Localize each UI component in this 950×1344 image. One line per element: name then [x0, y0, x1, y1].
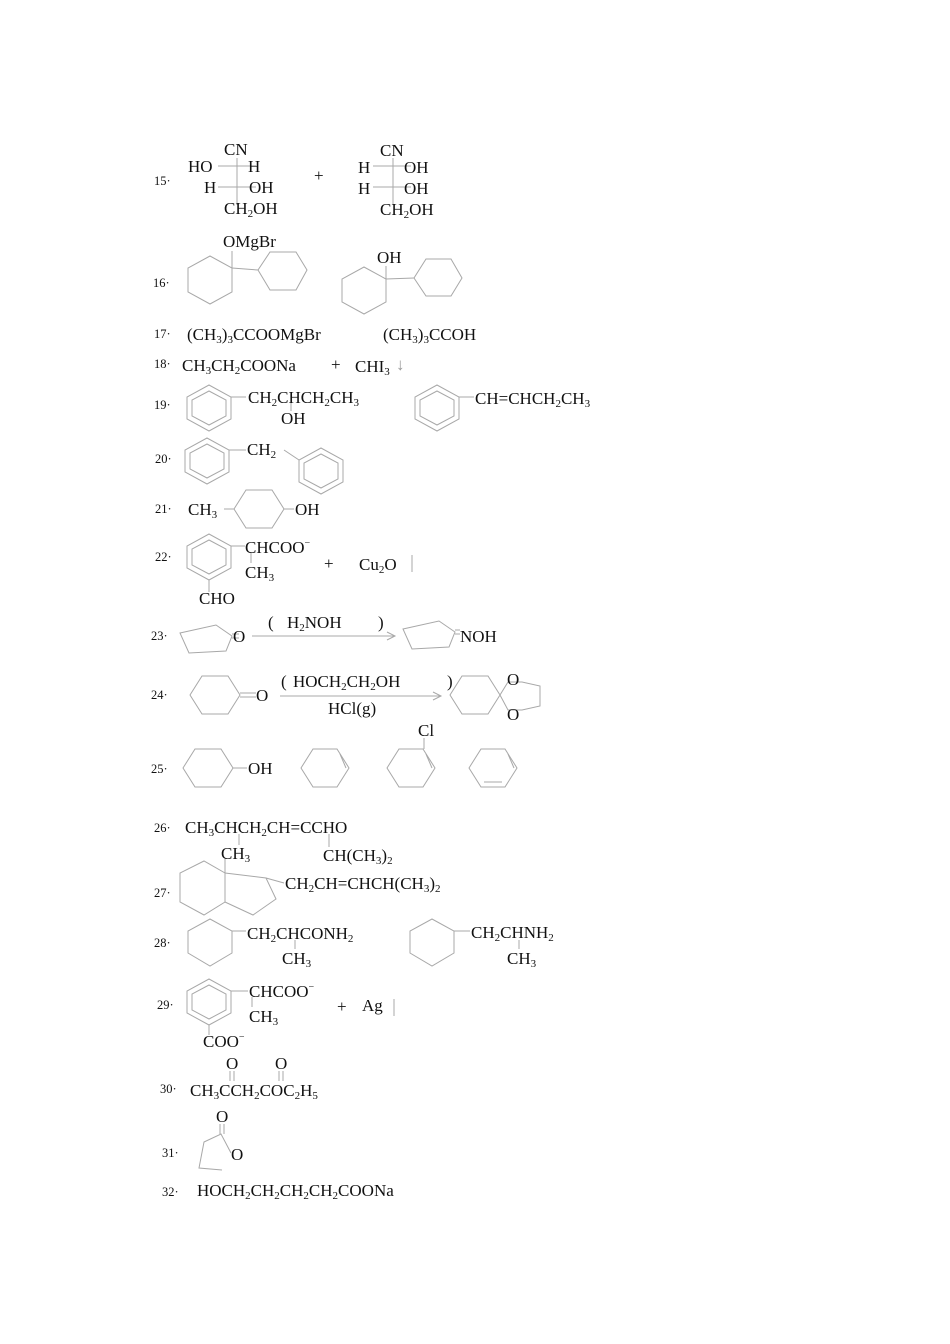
- cyclohexene-series-25: [183, 738, 517, 787]
- item-number-27: 27·: [154, 886, 171, 900]
- formula-26: $CH_3CHCH_2CH=CCHO$: [185, 818, 348, 839]
- item-number-26: 26·: [154, 821, 171, 835]
- formula-28a: $CH_2CHCONH_2$: [247, 924, 354, 945]
- item-number-17: 17·: [154, 327, 171, 341]
- label-o: O: [231, 1145, 244, 1164]
- label-ch2oh: $CH_2OH$: [380, 200, 434, 221]
- label-o: O: [507, 670, 520, 689]
- label-oh: OH: [404, 158, 429, 177]
- plus-sign: +: [314, 166, 324, 185]
- item-number-22: 22·: [155, 550, 172, 564]
- label-cho: CHO: [199, 589, 235, 608]
- label-omgbr: OMgBr: [223, 232, 276, 251]
- formula-19a: $CH_2CHCH_2CH_3$: [248, 388, 359, 409]
- paren-close: ): [447, 672, 453, 691]
- cyclohexyl-28: [188, 919, 519, 970]
- label-ch3: $CH_3$: [249, 1007, 279, 1028]
- bicyclohexyl-16a: [188, 251, 307, 304]
- label-hcl: HCl(g): [328, 699, 377, 718]
- label-oh: OH: [281, 409, 306, 428]
- item-number-16: 16·: [153, 276, 170, 290]
- label-ch3: $CH_3$: [188, 500, 218, 521]
- item-number-21: 21·: [155, 502, 172, 516]
- bicyclohexyl-16b: [342, 259, 462, 314]
- cyclohexane-21: [224, 490, 294, 528]
- paren-open: (: [281, 672, 287, 691]
- plus-sign: +: [337, 997, 347, 1016]
- label-h: H: [358, 179, 371, 198]
- label-noh: NOH: [460, 627, 497, 646]
- label-o: O: [226, 1054, 239, 1073]
- formula-h2noh: $H_2NOH$: [287, 613, 342, 634]
- formula-28b: $CH_2CHNH_2$: [471, 923, 554, 944]
- item-number-23: 23·: [151, 629, 168, 643]
- label-chcoo: CHCOO−: [249, 982, 315, 1001]
- item-number-28: 28·: [154, 936, 171, 950]
- paren-close: ): [378, 613, 384, 632]
- hydrindane-27: [180, 859, 284, 915]
- item-number-20: 20·: [155, 452, 172, 466]
- item-number-29: 29·: [157, 998, 174, 1012]
- label-chcoo: CHCOO−: [245, 538, 311, 557]
- label-cl: Cl: [418, 721, 435, 740]
- label-oh: OH: [249, 178, 274, 197]
- label-oh: OH: [377, 248, 402, 267]
- formula-27: $CH_2CH=CHCH(CH_3)_2$: [285, 874, 441, 895]
- label-oh: OH: [295, 500, 320, 519]
- formula-chi3: $CHI_3$: [355, 357, 390, 378]
- formula-32: $HOCH_2CH_2CH_2CH_2COONa$: [197, 1181, 394, 1202]
- formula-17b: $(CH_3)_3CCOH$: [383, 325, 477, 346]
- formula-isopropyl: $CH(CH_3)_2$: [323, 846, 393, 867]
- precipitate-arrow-18: ↓: [396, 355, 405, 374]
- item-number-32: 32·: [162, 1185, 179, 1199]
- label-o: O: [507, 705, 520, 724]
- item-number-31: 31·: [162, 1146, 179, 1160]
- plus-sign: +: [331, 355, 341, 374]
- label-h: H: [358, 158, 371, 177]
- formula-30: $CH_3CCH_2COC_2H_5$: [190, 1081, 318, 1102]
- formula-ethylene-glycol: $HOCH_2CH_2OH$: [293, 672, 401, 693]
- label-cn: CN: [224, 140, 248, 159]
- item-number-24: 24·: [151, 688, 168, 702]
- item-number-15: 15·: [154, 174, 171, 188]
- label-o: O: [256, 686, 269, 705]
- formula-19b: $CH=CHCH_2CH_3$: [475, 389, 591, 410]
- label-ch2oh: $CH_2OH$: [224, 199, 278, 220]
- label-o: O: [216, 1107, 229, 1126]
- label-ag: Ag: [362, 996, 383, 1015]
- label-h: H: [204, 178, 217, 197]
- label-oh: OH: [248, 759, 273, 778]
- label-ch3: $CH_3$: [221, 844, 251, 865]
- item-number-25: 25·: [151, 762, 168, 776]
- item-number-19: 19·: [154, 398, 171, 412]
- paren-open: (: [268, 613, 274, 632]
- item-number-30: 30·: [160, 1082, 177, 1096]
- label-oh: OH: [404, 179, 429, 198]
- lactone-31: [199, 1124, 231, 1170]
- benzene-19b: [415, 385, 474, 431]
- label-h: H: [248, 157, 261, 176]
- formula-cu2o: $Cu_2O$: [359, 555, 397, 576]
- label-ch2: $CH_2$: [247, 440, 277, 461]
- plus-sign: +: [324, 554, 334, 573]
- label-ch3: $CH_3$: [245, 563, 275, 584]
- benzene-29: [187, 979, 252, 1035]
- formula-18: $CH_3CH_2COONa$: [182, 356, 296, 377]
- label-cn: CN: [380, 141, 404, 160]
- label-ho: HO: [188, 157, 213, 176]
- item-number-18: 18·: [154, 357, 171, 371]
- label-o: O: [275, 1054, 288, 1073]
- formula-17a: $(CH_3)_3CCOOMgBr$: [187, 325, 321, 346]
- benzene-22: [187, 534, 251, 592]
- label-ch3: $CH_3$: [507, 949, 537, 970]
- label-o: O: [233, 627, 246, 646]
- label-ch3: $CH_3$: [282, 949, 312, 970]
- label-coo: COO−: [203, 1032, 245, 1051]
